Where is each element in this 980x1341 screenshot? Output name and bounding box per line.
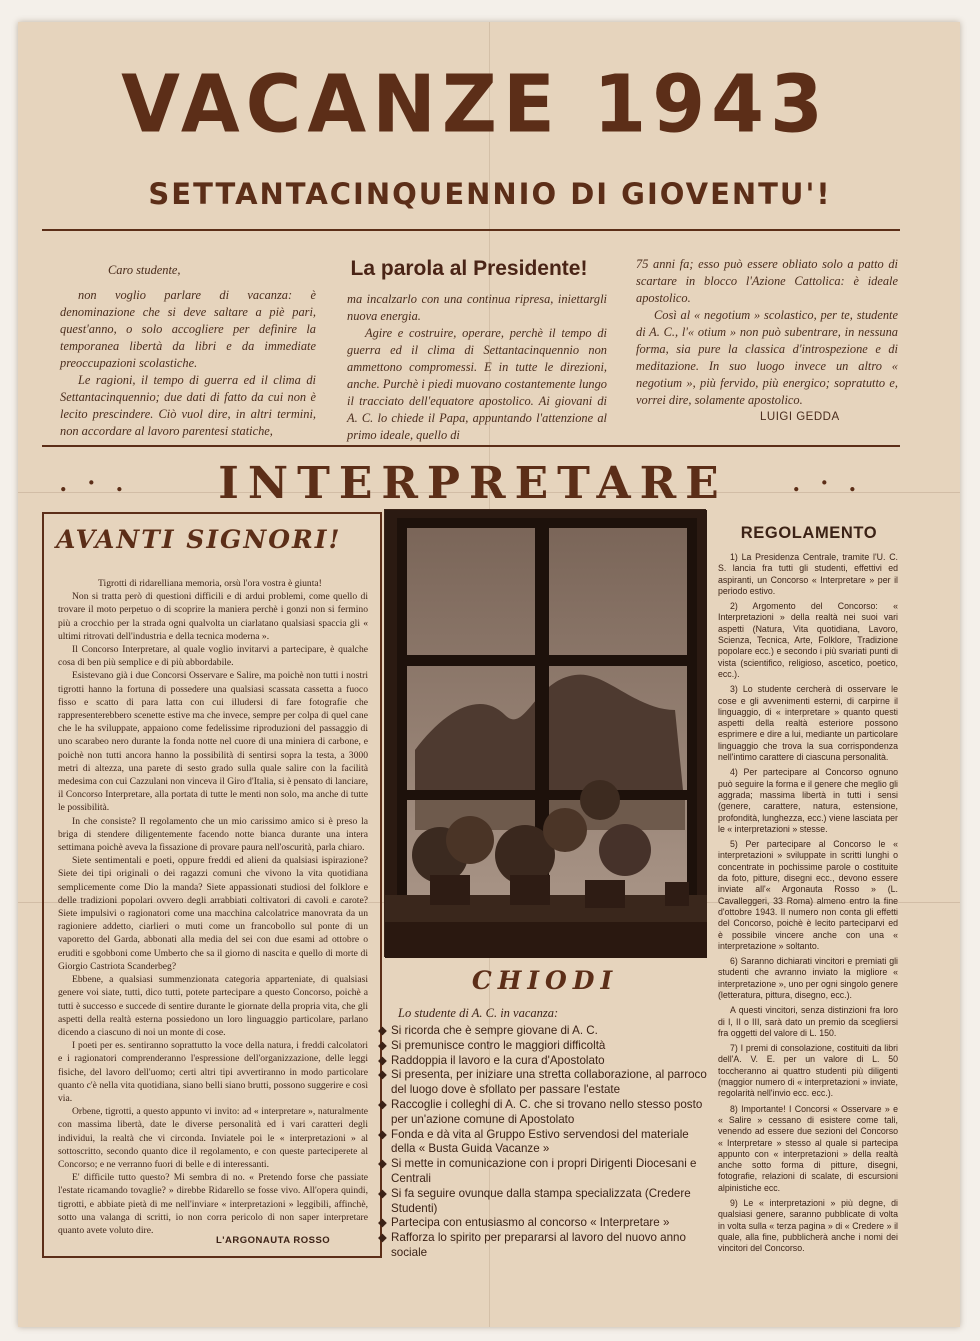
diamond-bullet-icon: ◆ (378, 1157, 387, 1171)
paragraph: Tigrotti di ridarelliana memoria, orsù l'ora vostra è giunta! (98, 578, 322, 589)
president-signature: LUIGI GEDDA (760, 411, 840, 423)
diamond-bullet-icon: ◆ (378, 1127, 387, 1141)
president-column-2 (347, 291, 607, 444)
paragraph: In che consiste? Il regolamento che un mio carissimo amico si è preso la briga di stendere diligentemente facendo notte bianca durante una intera settimana poichè aveva la fissazione di provare paura nell'oscurità, parla chiaro. (58, 815, 368, 854)
list-item: ◆ Si premunisce contro le maggiori difficoltà (378, 1038, 606, 1052)
rule-paragraph: 1) La Presidenza Centrale, tramite l'U. C. S. lancia fra tutti gli studenti, effettivi ed aspiranti, un Concorso « Interpretare » per il periodo estivo. (718, 552, 898, 596)
chiodi-heading: CHIODI (471, 966, 619, 995)
paragraph: Così al « negotium » scolastico, per te, studente di A. C., l'« otium » non può subentrare, in nessuna forma, sia pure la classica d'introspezione e di meditazione. In suo luogo invece un altro « negotium », più fervido, più energico; sopratutto e, vorrei dire, solamente apostolico. (636, 308, 898, 407)
president-heading: La parola al Presidente! (350, 257, 588, 280)
list-item: ◆ Rafforza lo spirito per prepararsi al lavoro del nuovo anno sociale (378, 1231, 686, 1259)
rule-paragraph: 9) Le « interpretazioni » più degne, di qualsiasi genere, saranno pubblicate di volta in volta sulla « terza pagina » di « Credere » il quale, alla fine, pubblicherà anche i nomi dei vincitori del Concorso. (718, 1198, 898, 1254)
avanti-title: AVANTI SIGNORI! (56, 525, 342, 554)
list-item: ◆ Si mette in comunicazione con i propri Dirigenti Diocesani e Centrali (378, 1157, 697, 1185)
ornament-dots-left: . · . (60, 468, 130, 497)
rule-paragraph: A questi vincitori, senza distinzioni fra loro di I, II o III, sarà dato un premio da scegliersi fra oggetti del valore di L. 150. (718, 1005, 898, 1038)
rule-paragraph: 2) Argomento del Concorso: « Interpretazioni » della realtà nei suoi vari aspetti (Natura, Vita quotidiana, Lavoro, Scienza, Tecnica, Arte, Folklore, Tradizione popolare ecc.) e secondo i più svariati punti di vista (scientifico, religioso, ascetico, poetico, ecc.). (718, 601, 898, 679)
window-photo (384, 509, 706, 957)
paragraph: Ebbene, a qualsiasi summenzionata categoria apparteniate, di qualsiasi genere voi siate, tutti, dico tutti, potete partecipare a questo Concorso, poichè a tutti è successo e succede di sentire durante le giornate della propria vita, che gli aspetti della realtà esterna possiedono un loro linguaggio particolare, parlano dicendo a ciascuno di noi un monte di cose. (58, 974, 368, 1038)
diamond-bullet-icon: ◆ (378, 1038, 387, 1052)
paragraph: 75 anni fa; esso può essere obliato solo a patto di scartare in blocco l'Azione Cattolica: è ideale apostolico. (636, 257, 898, 305)
regolamento-heading: REGOLAMENTO (740, 524, 878, 542)
diamond-bullet-icon: ◆ (378, 1216, 387, 1230)
list-item: ◆ Raccoglie i colleghi di A. C. che si trovano nello stesso posto per un'azione comune di Apostolato (378, 1097, 703, 1126)
rule-paragraph: 4) Per partecipare al Concorso ognuno può seguire la forma e il genere che meglio gli aggrada; massima libertà in tutti i sensi (genere, carattere, natura, estensione, profondità, lunghezza, ecc.) viene lasciata per le « interpretazioni » stesse. (718, 767, 898, 834)
paragraph: E' difficile tutto questo? Mi sembra di no. « Pretendo forse che passiate l'estate ricamando tovaglie? » direbbe Ridarello se fosse vivo. All'opera quindi, tigrotti, e abbiate pietà di me nell'inviare « interpretazioni » leggibili, affinchè, sotto una valanga di scritti, io non corra pericolo di non saper interpretare quanto avete voluto dire. (58, 1172, 368, 1236)
avanti-signature: L'ARGONAUTA ROSSO (216, 1235, 331, 1246)
masthead-title: VACANZE 1943 (121, 56, 829, 151)
rule-paragraph: 8) Importante! I Concorsi « Osservare » e « Salire » cessano di esistere come tali, venendo ad essere due sezioni del Concorso « Interpretare » stesso al quale si partecipa appunto con « interpretazioni » della realtà anche sotto forma di pitture, disegni, fotografie, relazioni di scalate, di escursioni alpinistiche ecc. (718, 1103, 898, 1193)
paragraph: Il Concorso Interpretare, al quale voglio invitarvi a partecipare, è qualche cosa di ben più semplice e di più abbordabile. (58, 644, 368, 669)
avanti-body (58, 577, 368, 1237)
president-column-3 (636, 256, 898, 409)
chiodi-list (378, 1024, 708, 1261)
paragraph: Non si tratta però di questioni difficili e di ardui problemi, come quello di trovare il moto perpetuo o di scoprire la maniera perchè i gonzi non si fermino più a crocchio per la strada ogni qualvolta un ciarlatano qualsiasi spaccia gli « ultimi ritrovati dell'industria e della tecnica moderna ». (58, 591, 368, 642)
divider-rule (42, 229, 900, 231)
ornament-dots-right: . · . (793, 468, 863, 497)
rule-paragraph: 3) Lo studente cercherà di osservare le cose e gli avvenimenti esterni, di carpirne il linguaggio, di « interpretare » quanto questi aspetti della realtà esteriore possono esprimere e dire a lui, mediante un particolare linguaggio che trova la sua corrispondenza nell'intimo carattere di ciascuna personalità. (718, 684, 898, 763)
chiodi-subtitle: Lo studente di A. C. in vacanza: (398, 1006, 559, 1020)
masthead-subtitle: SETTANTACINQUENNIO DI GIOVENTU'! (148, 177, 832, 211)
rule-paragraph: 6) Saranno dichiarati vincitori e premiati gli studenti che avranno inviato la migliore « interpretazione », uno per ogni singolo genere (letteratura, pittura, disegno, ecc.). (718, 956, 898, 1000)
salutation: Caro studente, (108, 263, 181, 277)
list-item: ◆ Si ricorda che è sempre giovane di A. C. (378, 1024, 598, 1037)
paragraph: ma incalzarlo con una continua ripresa, iniettargli nuova energia. (347, 292, 607, 323)
paragraph: non voglio parlare di vacanza: è denominazione che si deve saltare a piè pari, quest'anno, o solo accogliere per definire la temporanea libertà da libri e da immediate preoccupazioni scolastiche. (60, 288, 316, 370)
divider-rule (42, 445, 900, 447)
diamond-bullet-icon: ◆ (378, 1231, 387, 1245)
list-item: ◆ Fonda e dà vita al Gruppo Estivo servendosi del materiale della « Busta Guida Vacanze » (378, 1127, 689, 1156)
rule-paragraph: 5) Per partecipare al Concorso le « interpretazioni » sviluppate in scritti lunghi o concentrate in pochissime parole o costituite da foto, pitture, disegni ecc., devono essere inviate all'« Argonauta Rosso » (L. Cavalleggeri, 33 Roma) almeno entro la fine d'ottobre 1943. Il numero non conta gli effetti del Concorso, poichè è lecito parteciparvi ed è possibile vincere anche con una « interpretazione » soltanto. (718, 839, 898, 951)
rule-paragraph: 7) I premi di consolazione, costituiti da libri dell'A. V. E. per un valore di L. 50 toccheranno ai quattro studenti più diligenti (maggior numero di « interpretazioni » inviate, regolarità nell'invio ecc. ecc.). (718, 1043, 898, 1099)
paragraph: I poeti per es. sentiranno soprattutto la voce della natura, i freddi calcolatori e i ragionatori comprenderanno l'espressione dell'organizzazione, delle leggi fisiche, del lavoro dell'uomo; certi altri tipi avvertiranno in modo particolare quanto c'è nella vita quotidiana, siano belli siano brutti, possono suggerire e così via. (58, 1040, 368, 1104)
section-heading: INTERPRETARE (218, 458, 728, 509)
paragraph: Orbene, tigrotti, a questo appunto vi invito: ad « interpretare », naturalmente con massima libertà, date le diverse personalità ed i vari caratteri degli individui, la realtà che vi circonda. Inviatele poi le « interpretazioni » al sottoscritto, secondo quanto dice il regolamento, e con queste parteciperete al Concorso; e ne verranno fuori di belle e di interessanti. (58, 1106, 368, 1170)
list-item: ◆ Partecipa con entusiasmo al concorso « Interpretare » (378, 1216, 670, 1230)
paragraph: Agire e costruire, operare, perchè il tempo di guerra ed il clima di Settantacinquennio non ammettono compromessi. E in tutte le direzioni, anche. Purchè i piedi muovano costantemente lungo il tracciato dell'equatore apostolico. Ai giovani di A. C. lo chiede il Papa, appuntando l'attenzione al primo ideale, quello di (347, 326, 607, 442)
diamond-bullet-icon: ◆ (378, 1053, 387, 1067)
president-column-1 (60, 262, 316, 440)
paragraph: Le ragioni, il tempo di guerra ed il clima di Settantacinquennio; due dati di fatto da cui non è lecito prescindere. Ciò vuol dire, in altri termini, non accordare al lavoro parentesi statiche, (60, 373, 316, 438)
diamond-bullet-icon: ◆ (378, 1097, 387, 1111)
paragraph: Esistevano già i due Concorsi Osservare e Salire, ma poichè non tutti i nostri tigrotti hanno la fortuna di possedere una qualsiasi scassata cassetta a fuoco fisso e scatto di para latta con cui illudersi di fare fotografie che rappresenterebbero scenette estive ma che invece, sempre per colpa di quel cane che le ha sviluppate, appaiono come fedelissime riproduzioni del passaggio di uno scarabeo nero durante la fonda notte nel cuore di una miniera di carbone, e poichè non tutti ancora hanno la possibilità di sentirsi sopra la testa, a 3000 metri di altezza, una parete di sesto grado sulla quale salire con la facilità medesima con cui Cazzulani non vinceva il Giro d'Italia, si è pensato di lanciare, il Concorso Interpretare, alla portata di tutte le menti non solo, ma anche di tutte le possibilità. (58, 670, 368, 814)
list-item: ◆ Raddoppia il lavoro e la cura d'Apostolato (378, 1053, 605, 1067)
diamond-bullet-icon: ◆ (378, 1024, 387, 1037)
regolamento-body (718, 552, 898, 1259)
window-with-plants-image (385, 510, 707, 958)
list-item: ◆ Si presenta, per iniziare una stretta collaborazione, al parroco del luogo dove è sfollato per passare l'estate (378, 1068, 707, 1097)
list-item: ◆ Si fa seguire ovunque dalla stampa specializzata (Credere Studenti) (378, 1186, 691, 1215)
paragraph: Siete sentimentali e poeti, oppure freddi ed alieni da qualsiasi ispirazione? Siete dei tipi originali o dei ragazzi comuni che vivono la vita quotidiana semplicemente come Dio la manda? Siete appassionati studiosi del folklore e delle tradizioni popolari ovvero degli arrabbiati coltivatori di cavoli e carote? Siete impulsivi o ragionatori come una macchina calcolatrice manovrata da un ragioniere addetto, ciarlieri o muti come un francobollo sul ponte di un vaporetto del Garda, abbonati alla media del sei con due esami ad ottobre o eruditi e sgobboni come Umberto che sa il giorno di nascita e quello di morte di Giorgio Castriota Scanderbeg? (58, 855, 368, 972)
diamond-bullet-icon: ◆ (378, 1186, 387, 1200)
diamond-bullet-icon: ◆ (378, 1068, 387, 1082)
